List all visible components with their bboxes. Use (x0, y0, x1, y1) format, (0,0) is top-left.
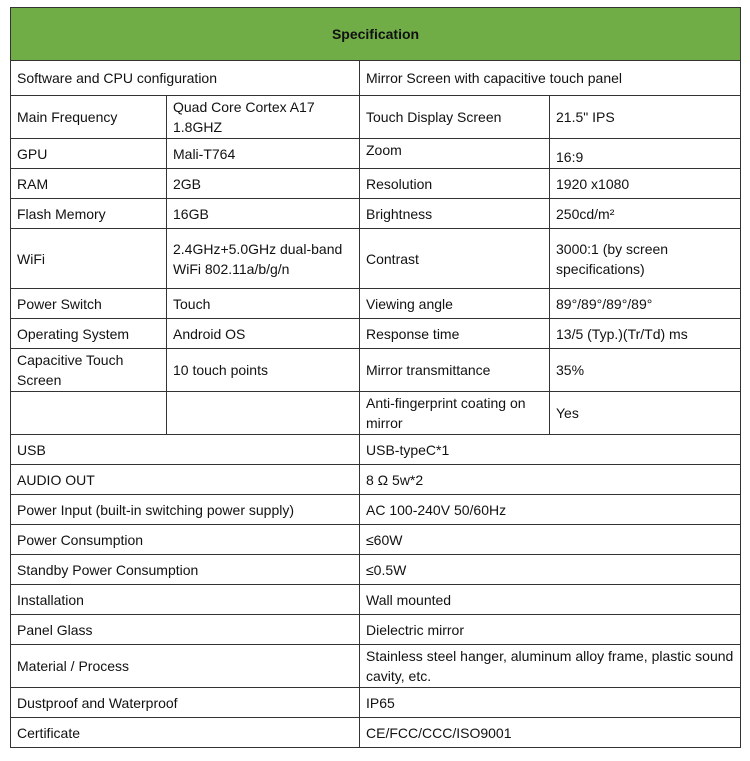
spec-label: GPU (11, 139, 167, 169)
spec-value: 89°/89°/89°/89° (550, 289, 741, 319)
spec-label: Touch Display Screen (360, 96, 550, 139)
spec-value: 10 touch points (167, 349, 360, 392)
spec-value: IP65 (360, 688, 741, 718)
spec-label: Installation (11, 585, 360, 615)
spec-value: Stainless steel hanger, aluminum alloy frame, plastic sound cavity, etc. (360, 645, 741, 688)
spec-value: Mali-T764 (167, 139, 360, 169)
table-row (11, 319, 741, 349)
table-row (11, 495, 741, 525)
spec-value: Dielectric mirror (360, 615, 741, 645)
table-row (11, 96, 741, 139)
table-row (11, 392, 741, 435)
title-row (11, 8, 741, 61)
spec-value: ≤0.5W (360, 555, 741, 585)
section-heading-mirror-screen: Mirror Screen with capacitive touch panel (360, 61, 741, 96)
spec-label: Capacitive Touch Screen (11, 349, 167, 392)
spec-label: Response time (360, 319, 550, 349)
table-row (11, 229, 741, 289)
page-title: Specification (11, 8, 741, 61)
table-row (11, 645, 741, 688)
table-row (11, 349, 741, 392)
table-row (11, 435, 741, 465)
spec-value: 8 Ω 5w*2 (360, 465, 741, 495)
table-row (11, 169, 741, 199)
spec-label: Panel Glass (11, 615, 360, 645)
spec-value: Touch (167, 289, 360, 319)
spec-value: 250cd/m² (550, 199, 741, 229)
spec-table (10, 7, 741, 748)
section-header-row (11, 61, 741, 96)
spec-label: Material / Process (11, 645, 360, 688)
spec-label: USB (11, 435, 360, 465)
spec-value: 3000:1 (by screen specifications) (550, 229, 741, 289)
table-row (11, 465, 741, 495)
table-row (11, 615, 741, 645)
spec-label: AUDIO OUT (11, 465, 360, 495)
table-row (11, 525, 741, 555)
table-row (11, 718, 741, 748)
spec-label: Zoom (360, 139, 550, 169)
spec-label: Brightness (360, 199, 550, 229)
spec-label: Anti-fingerprint coating on mirror (360, 392, 550, 435)
table-row (11, 555, 741, 585)
table-row (11, 688, 741, 718)
spec-value (167, 392, 360, 435)
spec-label: Viewing angle (360, 289, 550, 319)
spec-value: 35% (550, 349, 741, 392)
spec-label: Mirror transmittance (360, 349, 550, 392)
spec-label: Flash Memory (11, 199, 167, 229)
section-heading-software: Software and CPU configuration (11, 61, 360, 96)
spec-value: ≤60W (360, 525, 741, 555)
spec-label: Dustproof and Waterproof (11, 688, 360, 718)
spec-value: 16:9 (550, 139, 741, 169)
spec-label: Standby Power Consumption (11, 555, 360, 585)
table-row (11, 585, 741, 615)
table-row (11, 139, 741, 169)
table-row (11, 289, 741, 319)
spec-value: Quad Core Cortex A17 1.8GHZ (167, 96, 360, 139)
spec-value: 2GB (167, 169, 360, 199)
spec-value: CE/FCC/CCC/ISO9001 (360, 718, 741, 748)
spec-label: Certificate (11, 718, 360, 748)
spec-label: Power Input (built-in switching power supply) (11, 495, 360, 525)
spec-value: USB-typeC*1 (360, 435, 741, 465)
spec-value: 1920 x1080 (550, 169, 741, 199)
spec-label: WiFi (11, 229, 167, 289)
spec-label: Power Switch (11, 289, 167, 319)
spec-label: Operating System (11, 319, 167, 349)
spec-value: 21.5" IPS (550, 96, 741, 139)
spec-label (11, 392, 167, 435)
spec-value: AC 100-240V 50/60Hz (360, 495, 741, 525)
spec-document (10, 7, 741, 748)
spec-label: Contrast (360, 229, 550, 289)
spec-value: 2.4GHz+5.0GHz dual-band WiFi 802.11a/b/g/n (167, 229, 360, 289)
spec-value: 16GB (167, 199, 360, 229)
spec-label: Main Frequency (11, 96, 167, 139)
spec-value: Android OS (167, 319, 360, 349)
table-row (11, 199, 741, 229)
spec-value: Wall mounted (360, 585, 741, 615)
spec-label: Resolution (360, 169, 550, 199)
spec-label: Power Consumption (11, 525, 360, 555)
spec-label: RAM (11, 169, 167, 199)
spec-value: 13/5 (Typ.)(Tr/Td) ms (550, 319, 741, 349)
spec-value: Yes (550, 392, 741, 435)
